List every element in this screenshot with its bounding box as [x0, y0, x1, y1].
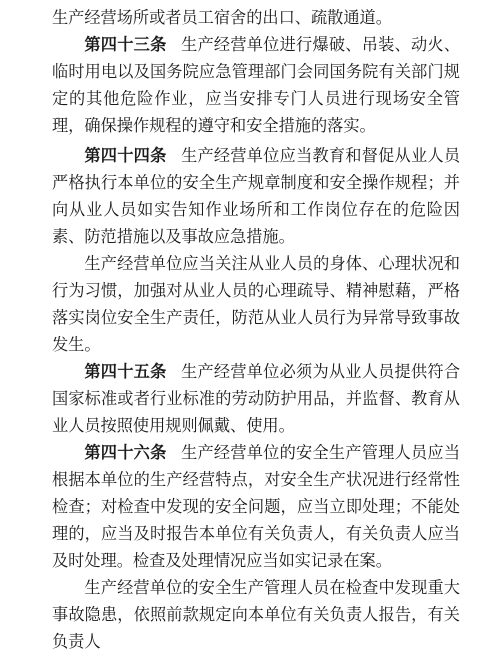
article-44 — [52, 142, 460, 250]
article-46-paragraph-2 — [52, 574, 460, 655]
paragraph-text: 生产经营单位的安全生产管理人员应当根据本单位的生产经营特点，对安全生产状况进行经常性检查；对检查中发现的安全问题，应当立即处理；不能处理的，应当及时报告本单位有关负责人，有关负责人应当及时处理。检查及处理情况应当如实记录在案。 — [52, 443, 461, 570]
paragraph-text: 生产经营单位进行爆破、吊装、动火、临时用电以及国务院应急管理部门会同国务院有关部门规定的其他危险作业，应当安排专门人员进行现场安全管理，确保操作规程的遵守和安全措施的落实。 — [52, 35, 461, 135]
paragraph-text: 生产经营单位应当关注从业人员的身体、心理状况和行为习惯，加强对从业人员的心理疏导、精神慰藉，严格落实岗位安全生产责任，防范从业人员行为异常导致事故发生。 — [52, 254, 460, 354]
article-number: 第四十四条 — [84, 146, 167, 165]
article-43 — [52, 31, 460, 139]
article-number: 第四十三条 — [84, 35, 167, 54]
article-number: 第四十六条 — [84, 443, 167, 462]
paragraph-text: 生产经营单位的安全生产管理人员在检查中发现重大事故隐患，依照前款规定向本单位有关负责人报告，有关负责人 — [52, 578, 460, 651]
article-46 — [52, 439, 460, 574]
article-44-paragraph-2 — [52, 250, 460, 358]
paragraph-continuation — [52, 4, 460, 31]
article-number: 第四十五条 — [84, 362, 167, 381]
article-45 — [52, 358, 460, 439]
paragraph-text: 生产经营单位应当教育和督促从业人员严格执行本单位的安全生产规章制度和安全操作规程；并向从业人员如实告知作业场所和工作岗位存在的危险因素、防范措施以及事故应急措施。 — [52, 146, 461, 246]
paragraph-text: 生产经营场所或者员工宿舍的出口、疏散通道。 — [52, 8, 392, 27]
paragraph-text: 生产经营单位必须为从业人员提供符合国家标准或者行业标准的劳动防护用品，并监督、教育从业人员按照使用规则佩戴、使用。 — [52, 362, 461, 435]
